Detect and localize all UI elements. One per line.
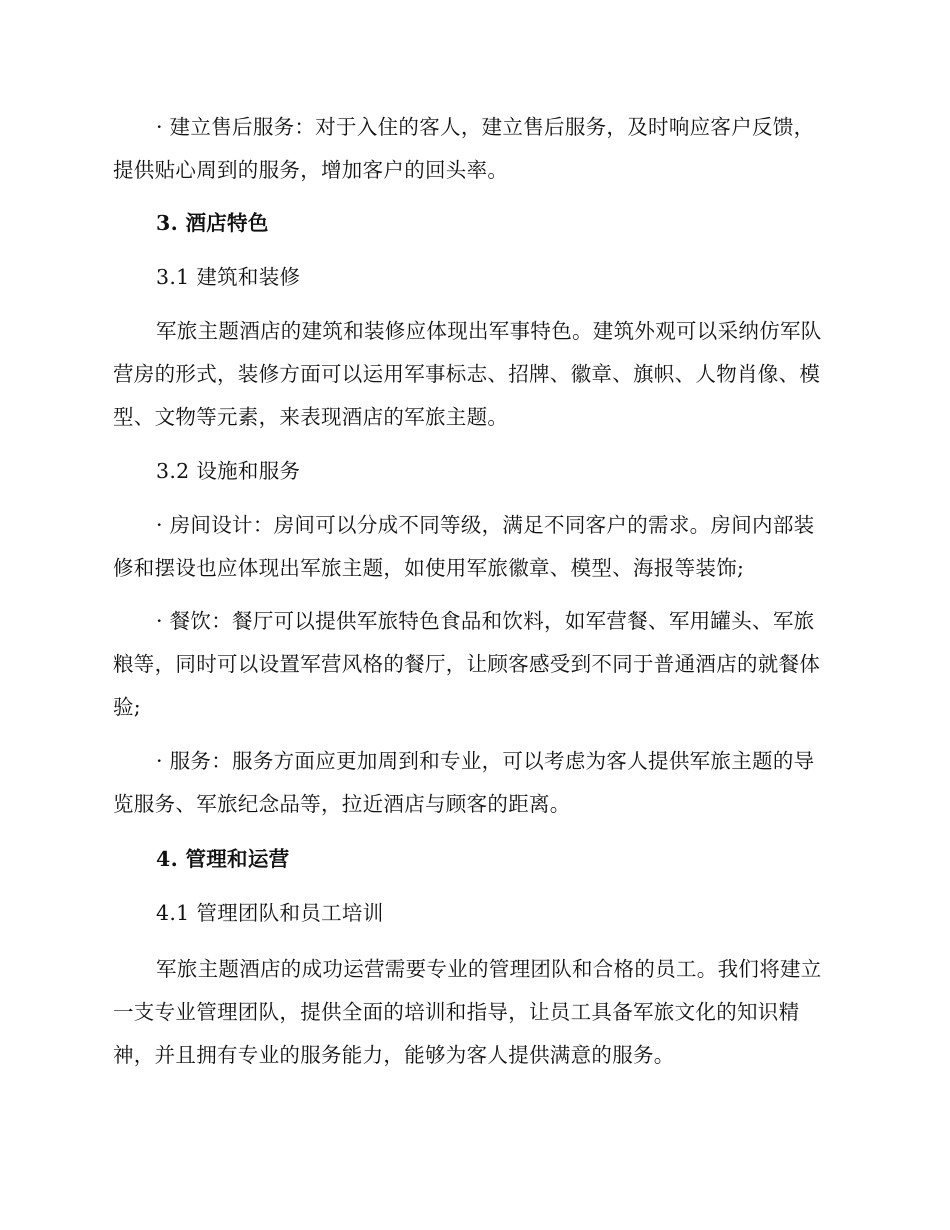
paragraph-room-design: · 房间设计：房间可以分成不同等级，满足不同客户的需求。房间内部装修和摆设也应体现出军旅主题，如使用军旅徽章、模型、海报等装饰; <box>113 513 815 580</box>
paragraph-team-training: 军旅主题酒店的成功运营需要专业的管理团队和合格的员工。我们将建立一支专业管理团队，提供全面的培训和指导，让员工具备军旅文化的知识精神，并且拥有专业的服务能力，能够为客人提供满意的服务。 <box>113 957 822 1067</box>
paragraph-after-sales: · 建立售后服务：对于入住的客人，建立售后服务，及时响应客户反馈，提供贴心周到的服务，增加客户的回头率。 <box>113 115 815 182</box>
paragraph-service: · 服务：服务方面应更加周到和专业，可以考虑为客人提供军旅主题的导览服务、军旅纪念品等，拉近酒店与顾客的距离。 <box>113 749 815 816</box>
paragraph-dining: · 餐饮：餐厅可以提供军旅特色食品和饮料，如军营餐、军用罐头、军旅粮等，同时可以设置军营风格的餐厅，让顾客感受到不同于普通酒店的就餐体验; <box>113 609 821 719</box>
subheading-architecture: 3.1 建筑和装修 <box>156 265 301 289</box>
subheading-team-training: 4.1 管理团队和员工培训 <box>156 901 384 925</box>
heading-hotel-features: 3. 酒店特色 <box>156 211 269 235</box>
subheading-facilities: 3.2 设施和服务 <box>156 459 301 483</box>
heading-management: 4. 管理和运营 <box>156 847 290 871</box>
paragraph-architecture: 军旅主题酒店的建筑和装修应体现出军事特色。建筑外观可以采纳仿军队营房的形式，装修方面可以运用军事标志、招牌、徽章、旗帜、人物肖像、模型、文物等元素，来表现酒店的军旅主题。 <box>113 319 822 429</box>
